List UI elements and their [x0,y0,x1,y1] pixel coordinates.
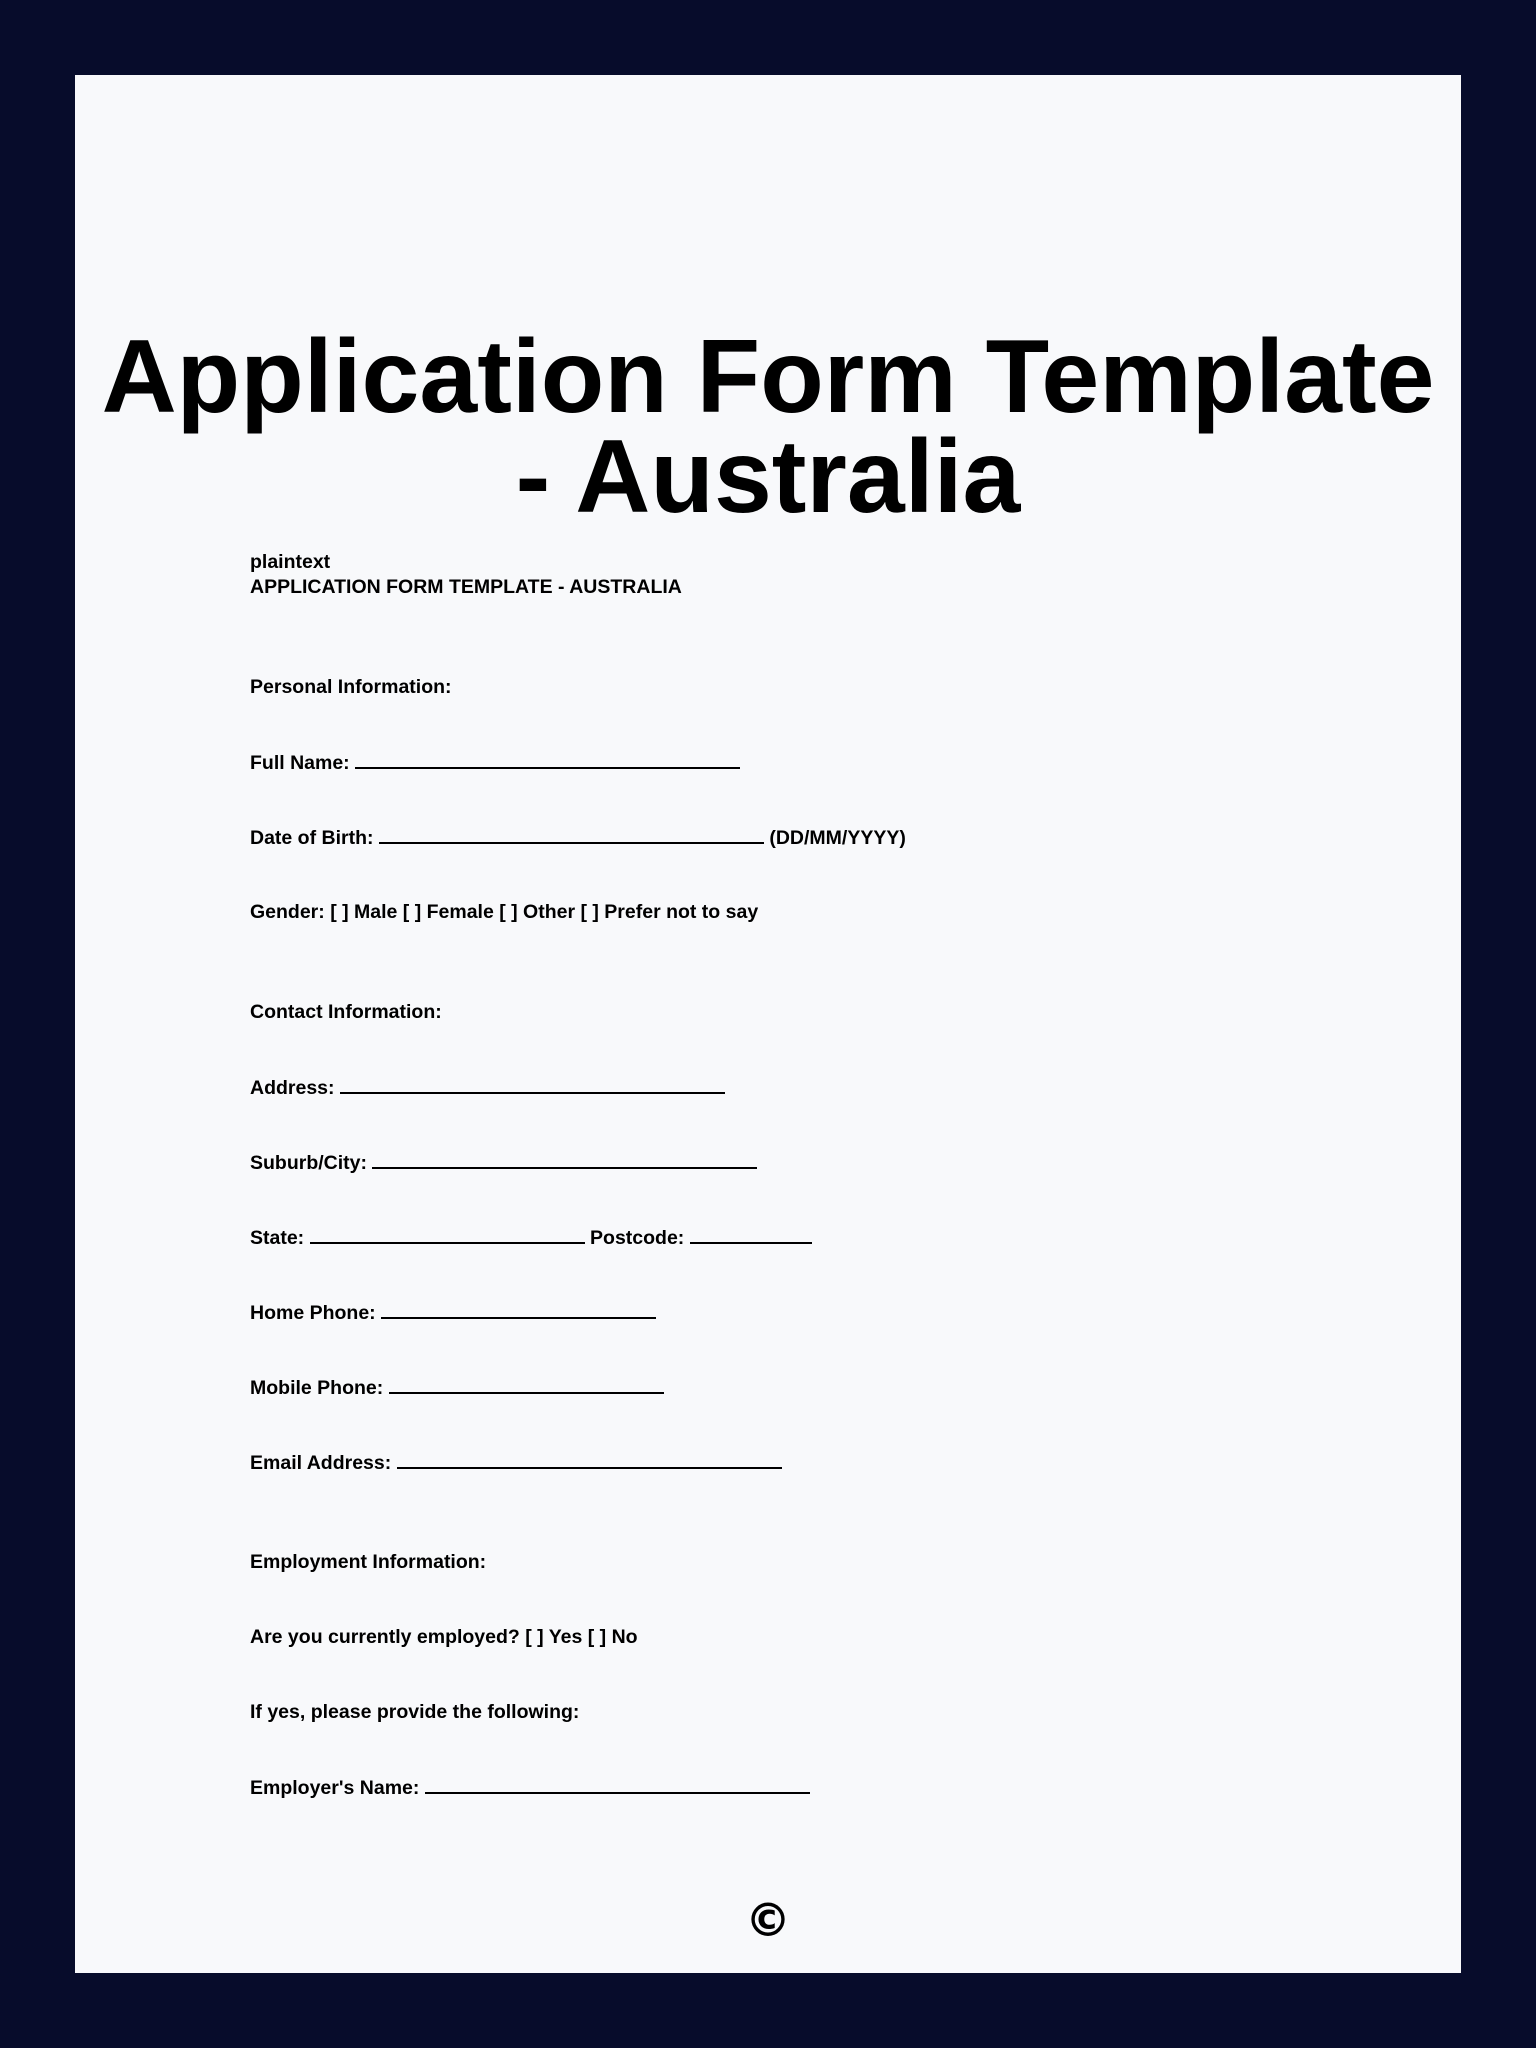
employed-options[interactable]: [ ] Yes [ ] No [525,1626,638,1648]
mobile-phone-row [250,1375,664,1400]
home-phone-row [250,1300,656,1325]
address-label: Address: [250,1077,335,1099]
address-row [250,1075,725,1100]
employment-info-heading: Employment Information: [250,1551,487,1573]
dob-row [250,825,906,850]
dob-field[interactable] [379,825,764,844]
home-phone-label: Home Phone: [250,1302,376,1324]
employed-row [250,1625,638,1649]
dob-label: Date of Birth: [250,827,374,849]
full-name-row [250,750,740,775]
employer-name-label: Employer's Name: [250,1777,420,1799]
contact-info-heading: Contact Information: [250,1001,442,1023]
full-name-field[interactable] [355,750,740,769]
document-title: Application Form Template - Australia [101,319,1435,535]
document-page [75,75,1461,1973]
state-field[interactable] [310,1225,585,1244]
state-label: State: [250,1227,305,1249]
copyright-icon: © [745,1893,791,1947]
employer-name-field[interactable] [425,1775,810,1794]
full-name-label: Full Name: [250,752,350,774]
dob-format: (DD/MM/YYYY) [769,827,906,849]
employed-question: Are you currently employed? [250,1626,520,1648]
suburb-field[interactable] [372,1150,757,1169]
suburb-label: Suburb/City: [250,1152,367,1174]
mobile-phone-field[interactable] [389,1375,664,1394]
postcode-label: Postcode: [590,1227,685,1249]
gender-label: Gender: [250,901,325,923]
code-label: plaintext [250,551,331,573]
email-field[interactable] [397,1450,782,1469]
suburb-row [250,1150,757,1175]
address-field[interactable] [340,1075,725,1094]
mobile-phone-label: Mobile Phone: [250,1377,384,1399]
postcode-field[interactable] [690,1225,812,1244]
personal-info-heading: Personal Information: [250,676,452,698]
home-phone-field[interactable] [381,1300,656,1319]
gender-row [250,900,758,924]
employer-name-row [250,1775,810,1800]
gender-options[interactable]: [ ] Male [ ] Female [ ] Other [ ] Prefer not to say [330,901,759,923]
state-postcode-row [250,1225,812,1250]
email-label: Email Address: [250,1452,392,1474]
form-header: APPLICATION FORM TEMPLATE - AUSTRALIA [250,576,682,598]
if-yes-text: If yes, please provide the following: [250,1701,580,1723]
email-row [250,1450,782,1475]
